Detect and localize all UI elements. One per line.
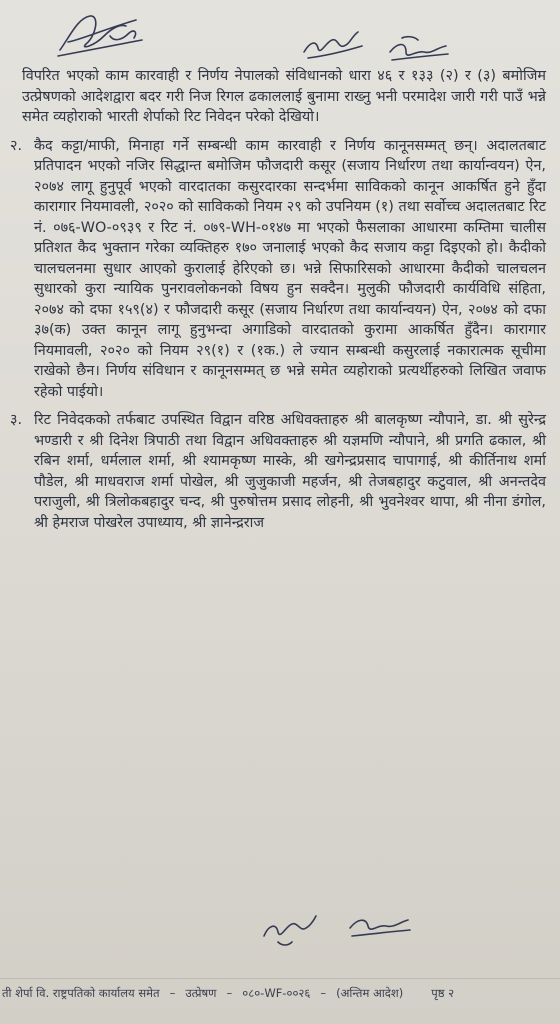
signature-bottom-2 bbox=[344, 908, 414, 944]
paragraph-continuation bbox=[22, 66, 546, 128]
signature-top-right-1 bbox=[298, 18, 368, 64]
page-divider bbox=[0, 978, 560, 979]
page-number: पृष्ठ २ bbox=[431, 986, 455, 1000]
paragraph-2 bbox=[10, 136, 546, 403]
paragraph-text: कैद कट्टा/माफी, मिनाहा गर्ने सम्बन्धी काम कारवाही र निर्णय कानूनसम्मत् छन्। अदालतबाट प्रतिपादन भएको नजिर सिद्धान्त बमोजिम फौजदारी कसूर (सजाय निर्धारण तथा कार्यान्वयन) ऐन, २०७४ लागू हुनुपूर्व भएको वारदातका कसुरदारका सन्दर्भमा साविकको कानून आकर्षित हुने हुँदा कारागार नियमावली, २०२० को साविकको नियम २९ को उपनियम (१) तथा सर्वोच्च अदालतबाट रिट नं. ०७६-WO-०९३९ र रिट नं. ०७९-WH-०१४७ मा भएको फैसलाका आधारमा कम्तिमा चालीस प्रतिशत कैद भुक्तान गरेका व्यक्तिहरु १७० जनालाई भएको कैद सजाय कट्टा दिइएको हो। कैदीको चालचलनमा सुधार आएको कुरालाई हेरिएको छ। भन्ने सिफारिसको आधारमा कैदीको चालचलन सुधारको कुरा न्यायिक पुनरावलोकनको विषय हुन सक्दैन। मुलुकी फौजदारी कार्यविधि संहिता, २०७४ को दफा १५९(४) र फौजदारी कसूर (सजाय निर्धारण तथा कार्यान्वयन) ऐन, २०७४ को दफा ३७(क) उक्त कानून लागू हुनुभन्दा अगाडिको वारदातको कुरामा आकर्षित हुँदैन। कारागार नियमावली, २०२० को नियम २९(१) र (१क.) ले ज्यान सम्बन्धी कसुरलाई नकारात्मक सूचीमा राखेको छैन। निर्णय संविधान र कानूनसम्मत् छ भन्ने समेत व्यहोराको प्रत्यर्थीहरुको लिखित जवाफ रहेको पाईयो। bbox=[34, 137, 546, 400]
footer-separator: – bbox=[226, 986, 233, 1000]
footer-order-type: (अन्तिम आदेश) bbox=[336, 986, 404, 1000]
paragraph-text: रिट निवेदकको तर्फबाट उपस्थित विद्वान वरिष्ठ अधिवक्ताहरु श्री बालकृष्ण न्यौपाने, डा. श्री सुरेन्द्र भण्डारी र श्री दिनेश त्रिपाठी तथा विद्वान अधिवक्ताहरु श्री यज्ञमणि न्यौपाने, श्री प्रगति ढकाल, श्री रबिन शर्मा, धर्मलाल शर्मा, श्री श्यामकृष्ण मास्के, श्री खगेन्द्रप्रसाद चापागाई, श्री कीर्तिनाथ शर्मा पौडेल, श्री माधवराज शर्मा पोखेल, श्री जुजुकाजी महर्जन, श्री तेजबहादुर कटुवाल, श्री अनन्तदेव पराजुली, श्री त्रिलोकबहादुर चन्द, श्री पुरुषोत्तम प्रसाद लोहनी, श्री भुवनेश्वर थापा, श्री नीना डंगोल, श्री हेमराज पोखरेल उपाध्याय, श्री ज्ञानेन्द्रराज bbox=[34, 412, 546, 531]
signature-bottom-1 bbox=[258, 904, 322, 950]
signature-top-left bbox=[50, 6, 150, 64]
footer-case-number: ०८०-WF-००२६ bbox=[242, 986, 311, 1000]
page-footer bbox=[0, 986, 560, 1001]
footer-case-type: उत्प्रेषण bbox=[185, 986, 217, 1000]
footer-separator: – bbox=[169, 986, 176, 1000]
footer-separator: – bbox=[320, 986, 327, 1000]
paragraph-3 bbox=[10, 410, 546, 533]
paragraph-text: विपरित भएको काम कारवाही र निर्णय नेपालको संविधानको धारा ४६ र १३३ (२) र (३) बमोजिम उत्प्रेषणको आदेशद्वारा बदर गरी निज रिगल ढकाललाई बुनामा राख्नु भनी परमादेश जारी गरी पाउँ भन्ने समेत व्यहोराको भारती शेर्पाको रिट निवेदन परेको देखियो। bbox=[22, 68, 546, 125]
document-body bbox=[10, 66, 546, 541]
paragraph-number: ३. bbox=[10, 412, 23, 428]
paragraph-number: २. bbox=[10, 137, 23, 154]
signature-top-right-2 bbox=[384, 30, 454, 70]
footer-case-title: ती शेर्पा वि. राष्ट्रपतिको कार्यालय समेत bbox=[2, 986, 160, 1000]
